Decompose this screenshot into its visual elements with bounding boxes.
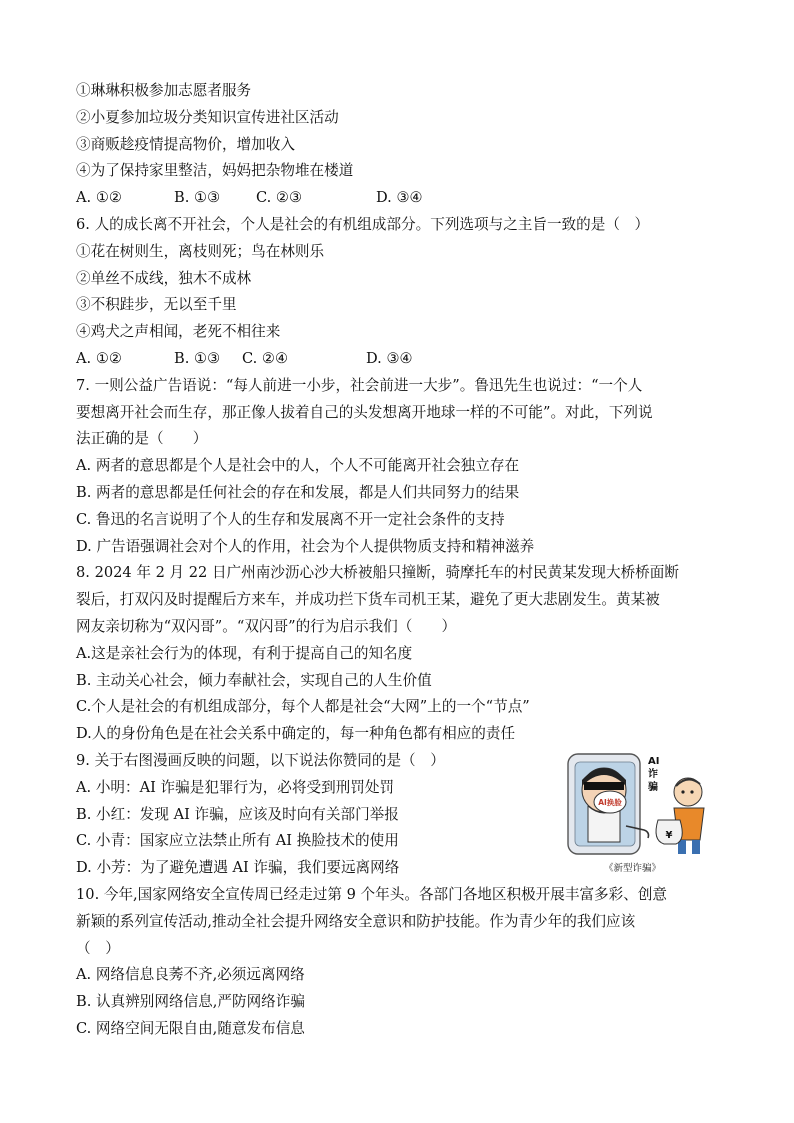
q6-item-4: ④鸡犬之声相闻，老死不相往来 [76, 323, 281, 341]
q7-option-c[interactable]: C. 鲁迅的名言说明了个人的生存和发展离不开一定社会条件的支持 [76, 510, 505, 528]
q5-item-2: ②小夏参加垃圾分类知识宣传进社区活动 [76, 108, 339, 126]
q8-option-d[interactable]: D.人的身份角色是在社会关系中确定的，每一种角色都有相应的责任 [76, 725, 516, 743]
q6-item-1: ①花在树则生，离枝则死；鸟在林则乐 [76, 242, 325, 260]
q6-options [76, 346, 726, 373]
cartoon-label-zha: 诈 [648, 768, 658, 780]
q9-option-c[interactable]: C. 小青：国家应立法禁止所有 AI 换脸技术的使用 [76, 832, 399, 850]
q7-stem-line-2: 要想离开社会而生存，那正像人拔着自己的头发想离开地球一样的不可能”。对此，下列说 [76, 403, 653, 421]
exam-page [76, 78, 726, 1043]
q10-stem-line-1: 10. 今年,国家网络安全宣传周已经走过第 9 个年头。各部门各地区积极开展丰富多彩、创意 [76, 885, 668, 903]
q7-option-d[interactable]: D. 广告语强调社会对个人的作用，社会为个人提供物质支持和精神滋养 [76, 537, 535, 555]
q10-option-b[interactable]: B. 认真辨别网络信息,严防网络诈骗 [76, 993, 305, 1011]
ai-fraud-cartoon [564, 750, 734, 878]
q7-stem-line-3: 法正确的是（ ） [76, 430, 208, 448]
q9-option-b[interactable]: B. 小红：发现 AI 诈骗，应该及时向有关部门举报 [76, 805, 399, 823]
cartoon-illustration [564, 750, 734, 858]
q8-option-b[interactable]: B. 主动关心社会，倾力奉献社会，实现自己的人生价值 [76, 671, 432, 689]
q5-item-1: ①琳琳积极参加志愿者服务 [76, 82, 252, 99]
q9-stem: 9. 关于右图漫画反映的问题，以下说法你赞同的是（ ） [76, 751, 445, 769]
q6-option-d[interactable]: D. ③④ [366, 349, 413, 367]
cartoon-label-pian: 骗 [648, 781, 658, 793]
q5-option-a[interactable]: A. ①② [76, 189, 122, 207]
q9-option-d[interactable]: D. 小芳：为了避免遭遇 AI 诈骗，我们要远离网络 [76, 859, 400, 877]
q10-stem-line-2: 新颖的系列宣传活动,推动全社会提升网络安全意识和防护技能。作为青少年的我们应该 [76, 912, 636, 930]
q6-item-2: ②单丝不成线，独木不成林 [76, 269, 252, 287]
fraudster-mask-band [584, 782, 624, 790]
q7-option-b[interactable]: B. 两者的意思都是任何社会的存在和发展，都是人们共同努力的结果 [76, 483, 520, 501]
q8-option-c[interactable]: C.个人是社会的有机组成部分，每个人都是社会“大网”上的一个“节点” [76, 698, 530, 716]
mask-label: AI换脸 [598, 797, 622, 807]
q5-option-c[interactable]: C. ②③ [256, 189, 303, 207]
q6-item-3: ③不积跬步，无以至千里 [76, 296, 237, 314]
money-bag-label: ¥ [665, 829, 673, 841]
q5-item-4: ④为了保持家里整洁，妈妈把杂物堆在楼道 [76, 162, 354, 180]
q8-stem-line-2: 裂后，打双闪及时提醒后方来车，并成功拦下货车司机王某，避免了更大悲剧发生。黄某被 [76, 591, 660, 609]
q9-option-a[interactable]: A. 小明：AI 诈骗是犯罪行为，必将受到刑罚处罚 [76, 778, 395, 796]
q7-stem-line-1: 7. 一则公益广告语说：“每人前进一小步，社会前进一大步”。鲁迅先生也说过：“一个人 [76, 376, 643, 394]
q7-option-a[interactable]: A. 两者的意思都是个人是社会中的人，个人不可能离开社会独立存在 [76, 457, 520, 475]
q5-option-d[interactable]: D. ③④ [376, 189, 423, 207]
cartoon-caption: 《新型诈骗》 [604, 862, 662, 874]
q5-options [76, 185, 726, 212]
q5-items [76, 78, 726, 185]
q8-stem-line-3: 网友亲切称为“双闪哥”。“双闪哥”的行为启示我们（ ） [76, 617, 457, 635]
q9-block [76, 748, 726, 882]
cartoon-label-ai: AI [648, 755, 660, 767]
q6-option-c[interactable]: C. ②④ [242, 349, 289, 367]
q5-item-3: ③商贩趁疫情提高物价，增加收入 [76, 135, 295, 153]
q5-option-b[interactable]: B. ①③ [174, 189, 221, 207]
q6-option-b[interactable]: B. ①③ [174, 349, 221, 367]
q6-option-a[interactable]: A. ①② [76, 349, 122, 367]
q6-stem: 6. 人的成长离不开社会，个人是社会的有机组成部分。下列选项与之主旨一致的是（ ） [76, 215, 650, 233]
q10-option-c[interactable]: C. 网络空间无限自由,随意发布信息 [76, 1019, 305, 1037]
q8-stem-line-1: 8. 2024 年 2 月 22 日广州南沙沥心沙大桥被船只撞断，骑摩托车的村民黄某发现大桥桥面断 [76, 564, 679, 582]
q8-option-a[interactable]: A.这是亲社会行为的体现，有利于提高自己的知名度 [76, 644, 413, 662]
q10-option-a[interactable]: A. 网络信息良莠不齐,必须远离网络 [76, 966, 305, 984]
q10-stem-line-3: （ ） [76, 939, 120, 957]
